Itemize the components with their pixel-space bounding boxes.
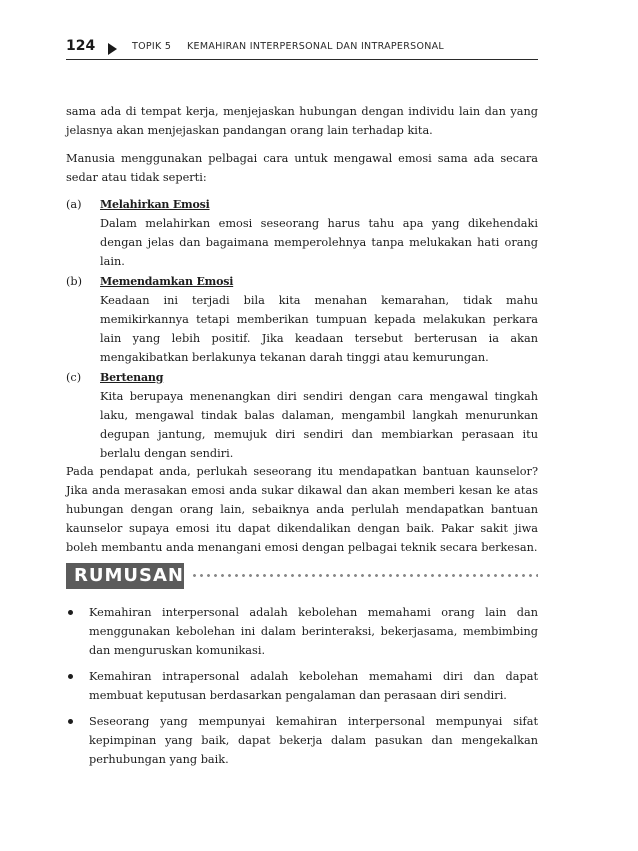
summary-bullet-text: Seseorang yang mempunyai kemahiran interpersonal mempunyai sifat kepimpinan yang baik, dapat bekerja dalam pasukan dan mengekalkan perhubungan yang baik. [89,715,538,766]
summary-banner [66,563,538,589]
bullet-icon [68,610,73,615]
list-item-title: Melahirkan Emosi [100,198,210,211]
summary-heading: RUMUSAN [74,565,184,586]
list-item-text: Kita berupaya menenangkan diri sendiri dengan cara mengawal tingkah laku, mengawal tindak balas dalaman, mengambil langkah menurunkan degupan jantung, memujuk diri sendiri dan membiarkan perasaan itu berlalu dengan sendiri. [100,390,538,460]
triangle-right-icon [108,43,117,55]
bullet-icon [68,719,73,724]
bullet-icon [68,674,73,679]
summary-bullet-text: Kemahiran intrapersonal adalah kebolehan memahami diri dan dapat membuat keputusan berdasarkan pengalaman dan perasaan diri sendiri. [89,670,538,702]
methods-paragraph: Manusia menggunakan pelbagai cara untuk mengawal emosi sama ada secara sedar atau tidak seperti: [66,152,538,184]
intro-paragraph: sama ada di tempat kerja, menjejaskan hubungan dengan individu lain dan yang jelasnya akan menjejaskan pandangan orang lain terhadap kita. [66,105,538,137]
closing-paragraph: Pada pendapat anda, perlukah seseorang itu mendapatkan bantuan kaunselor? Jika anda merasakan emosi anda sukar dikawal dan akan memberi kesan ke atas hubungan dengan orang lain, sebaiknya anda perlulah mendapatkan bantuan kaunselor supaya emosi itu dapat dikendalikan dengan baik. Pakar sakit jiwa boleh membantu anda menangani emosi dengan pelbagai teknik secara berkesan. [66,465,538,554]
list-item-title: Memendamkan Emosi [100,275,234,288]
dotted-divider [191,572,538,588]
list-item-label: (c) [66,371,82,384]
topic-label: TOPIK 5 [132,41,172,52]
page-header [66,37,538,60]
list-item-text: Keadaan ini terjadi bila kita menahan kemarahan, tidak mahu memikirkannya tetapi memberikan tumpuan kepada melakukan perkara lain yang lebih positif. Jika keadaan tersebut berterusan ia akan mengakibatkan berlakunya tekanan darah tinggi atau kemurungan. [100,294,538,364]
list-item-label: (b) [66,275,83,288]
summary-bullet-text: Kemahiran interpersonal adalah kebolehan memahami orang lain dan menggunakan kebolehan ini dalam berinteraksi, bekerjasama, membimbing dan menguruskan komunikasi. [89,606,538,657]
list-item-text: Dalam melahirkan emosi seseorang harus tahu apa yang dikehendaki dengan jelas dan bagaimana memperolehnya tanpa melukakan hati orang lain. [100,217,538,268]
header-title: KEMAHIRAN INTERPERSONAL DAN INTRAPERSONAL [187,41,445,52]
summary-heading-box [66,563,184,589]
list-item-label: (a) [66,198,82,211]
page-number: 124 [66,38,96,54]
list-item-title: Bertenang [100,371,164,384]
